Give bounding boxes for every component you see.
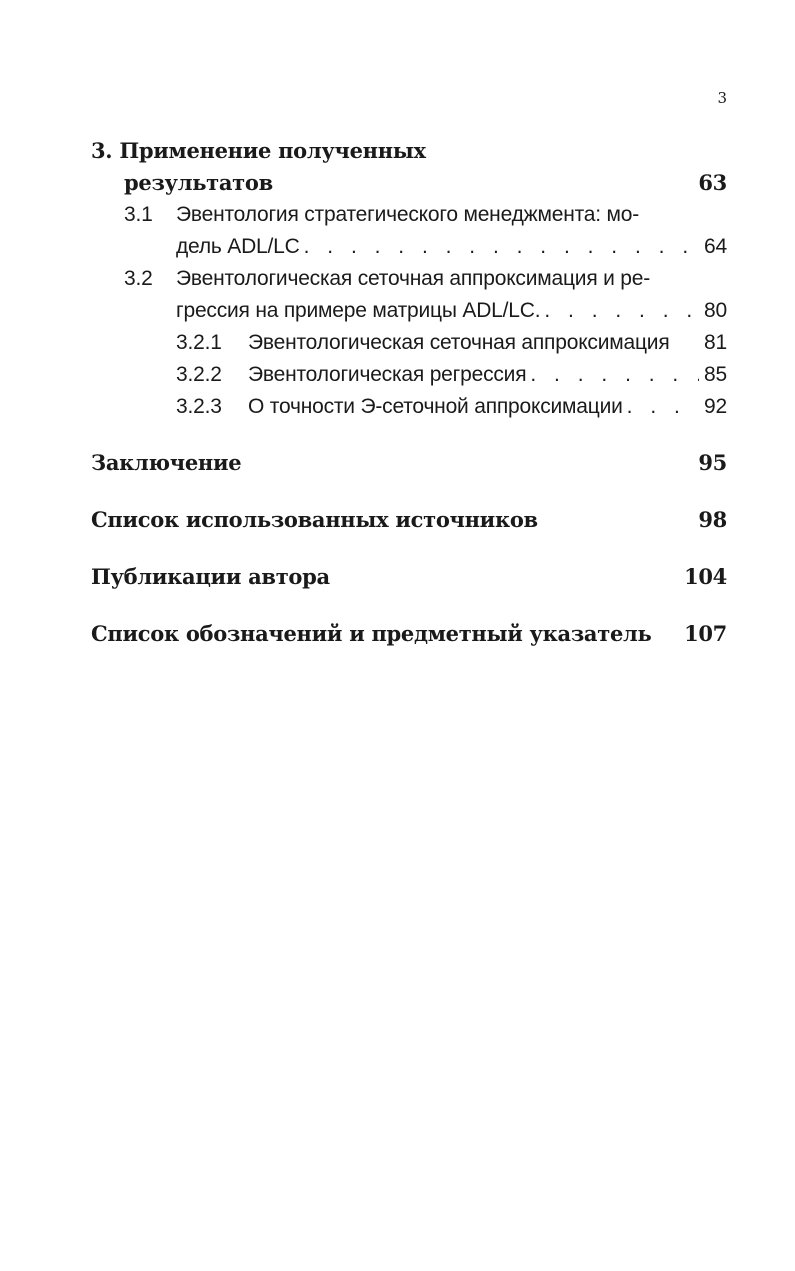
subsection-title: Эвентологическая сеточная аппроксимация: [248, 331, 670, 354]
subsection-page: 92: [704, 395, 727, 418]
section-page: 80: [704, 299, 727, 322]
chapter-title-line1: 3. Применение полученных: [91, 138, 426, 163]
toc-entry-publications[interactable]: [91, 561, 727, 593]
section-number: 3.1: [124, 203, 153, 226]
section-page: 64: [704, 235, 727, 258]
entry-page: 107: [684, 621, 727, 646]
toc-section-3-2[interactable]: [91, 263, 727, 327]
chapter-page: 63: [698, 170, 727, 195]
subsection-number: 3.2.3: [176, 395, 222, 418]
toc-entry-conclusion[interactable]: [91, 447, 727, 479]
subsection-page: 85: [704, 363, 727, 386]
toc-subsection-3-2-1[interactable]: [91, 327, 727, 359]
page-number: 3: [717, 89, 727, 107]
section-title-line2: грессия на примере матрицы ADL/LC.: [176, 299, 541, 322]
toc-entry-references[interactable]: [91, 504, 727, 536]
chapter-title-line2: результатов: [124, 170, 273, 195]
entry-title: Публикации автора: [91, 564, 330, 589]
toc-chapter-3[interactable]: [91, 135, 727, 199]
subsection-title: О точности Э-сеточной аппроксимации: [248, 395, 623, 418]
dot-leader: [627, 391, 699, 423]
section-number: 3.2: [124, 267, 153, 290]
subsection-number: 3.2.2: [176, 363, 222, 386]
dot-leader: [304, 231, 699, 263]
entry-title: Заключение: [91, 450, 242, 475]
toc-subsection-3-2-2[interactable]: [91, 359, 727, 391]
entry-page: 104: [684, 564, 727, 589]
entry-page: 95: [698, 450, 727, 475]
toc-subsection-3-2-3[interactable]: [91, 391, 727, 423]
subsection-title: Эвентологическая регрессия: [248, 363, 527, 386]
dot-leader: [544, 295, 699, 327]
toc-entry-notation-index[interactable]: [91, 618, 727, 650]
entry-page: 98: [698, 507, 727, 532]
section-title-line2: дель ADL/LC: [176, 235, 300, 258]
entry-title: Список обозначений и предметный указатель: [91, 621, 652, 646]
toc-section-3-1[interactable]: [91, 199, 727, 263]
section-title-line1: Эвентологическая сеточная аппроксимация и ре-: [176, 267, 651, 290]
subsection-number: 3.2.1: [176, 331, 222, 354]
dot-leader: [530, 359, 699, 391]
table-of-contents: [91, 135, 727, 650]
subsection-page: 81: [704, 331, 727, 354]
entry-title: Список использованных источников: [91, 507, 538, 532]
section-title-line1: Эвентология стратегического менеджмента: мо-: [176, 203, 640, 226]
